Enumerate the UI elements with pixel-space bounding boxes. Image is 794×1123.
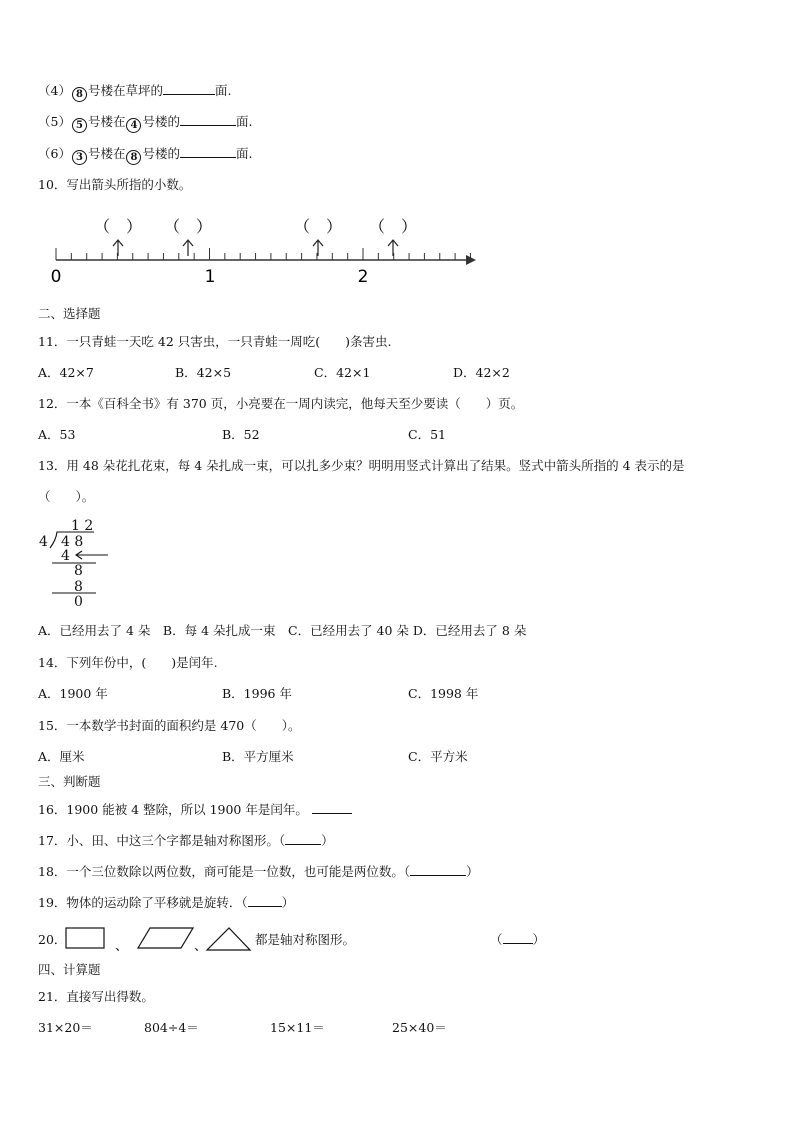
paren-open: （ (490, 932, 503, 947)
arrow-1 (113, 240, 123, 256)
q15-option-b[interactable]: B．平方厘米 (222, 749, 294, 764)
q18-line (38, 863, 479, 881)
q12-option-b[interactable]: B．52 (222, 427, 260, 442)
arrow-3 (313, 240, 323, 256)
q20-number: 20． (38, 932, 67, 947)
q12-option-c[interactable]: C．51 (408, 427, 446, 442)
question-text: 号楼的 (142, 114, 180, 129)
answer-paren-3[interactable]: （ ） (293, 217, 343, 236)
q13-text: 13．用 48 朵花扎花束，每 4 朵扎成一束，可以扎多少束？明明用竖式计算出了结果。竖式中箭头所指的 4 表示的是 (38, 458, 685, 473)
division-step-2: 8 (74, 563, 83, 579)
question-text: 号楼在 (87, 146, 126, 161)
line-q9-5 (38, 113, 252, 133)
building-number-badge: 3 (72, 150, 87, 165)
paren-close: ） (532, 932, 546, 947)
answer-blank[interactable] (410, 863, 466, 876)
calc-item[interactable]: 31×20＝ (38, 1020, 93, 1035)
q21-text: 21．直接写出得数。 (38, 989, 154, 1004)
calc-item[interactable]: 804÷4＝ (144, 1020, 199, 1035)
q20-answer (490, 931, 545, 949)
tick-label-0: 0 (50, 267, 62, 287)
tick-label-1: 1 (204, 267, 216, 287)
answer-blank[interactable] (163, 82, 215, 95)
q14-option-a[interactable]: A．1900 年 (38, 686, 108, 701)
q14-text: 14．下列年份中，( )是闰年. (38, 655, 218, 670)
building-number-badge: 8 (72, 87, 87, 102)
answer-blank[interactable] (503, 931, 533, 944)
q14-option-b[interactable]: B．1996 年 (222, 686, 292, 701)
axis-arrowhead (466, 255, 476, 265)
q13-options[interactable]: A．已经用去了 4 朵 B．每 4 朵扎成一束 C．已经用去了 40 朵 D．已经用去了 8 朵 (38, 623, 527, 638)
q12-option-a[interactable]: A．53 (38, 427, 76, 442)
answer-blank[interactable] (248, 894, 282, 907)
answer-blank[interactable] (180, 113, 236, 126)
q17-line (38, 832, 334, 850)
q15-option-c[interactable]: C．平方米 (408, 749, 468, 764)
line-q9-6 (38, 145, 252, 165)
division-remainder: 0 (74, 594, 83, 610)
q11-option-d[interactable]: D．42×2 (453, 365, 510, 380)
answer-blank[interactable] (312, 801, 352, 814)
section-heading: 三、判断题 (38, 774, 101, 789)
q13-text-cont: （ ）。 (38, 489, 95, 504)
triangle-icon (207, 928, 250, 950)
paren-close: ） (321, 833, 334, 848)
division-divisor: 4 (39, 534, 48, 550)
rectangle-icon (66, 928, 104, 948)
number-line-figure (40, 210, 490, 290)
item-number: （4） (38, 83, 71, 98)
division-step-1: 4 (61, 548, 70, 564)
building-number-badge: 8 (126, 150, 141, 165)
q15-text: 15．一本数学书封面的面积约是 470（ ）。 (38, 718, 301, 733)
q14-option-c[interactable]: C．1998 年 (408, 686, 479, 701)
tick-label-2: 2 (357, 267, 369, 287)
q12-text: 12．一本《百科全书》有 370 页，小亮要在一周内读完，他每天至少要读（ ）页。 (38, 396, 524, 411)
q11-option-c[interactable]: C．42×1 (314, 365, 371, 380)
q20-text: 都是轴对称图形。 (255, 932, 356, 947)
q19-text: 19．物体的运动除了平移就是旋转．（ (38, 895, 248, 910)
paren-close: ） (466, 864, 479, 879)
building-number-badge: 5 (72, 118, 87, 133)
q17-text: 17．小、田、中这三个字都是轴对称图形。（ (38, 833, 286, 848)
q16-text: 16．1900 能被 4 整除，所以 1900 年是闰年。 (38, 802, 308, 817)
parallelogram-icon (138, 928, 193, 948)
answer-blank[interactable] (285, 832, 321, 845)
separator: 、 (194, 939, 208, 952)
section-heading: 四、计算题 (38, 962, 101, 977)
line-q9-4 (38, 82, 231, 102)
q10-text: 10．写出箭头所指的小数。 (38, 177, 192, 192)
long-division-figure (36, 515, 116, 613)
q11-text: 11．一只青蛙一天吃 42 只害虫，一只青蛙一周吃( )条害虫. (38, 334, 392, 349)
q19-line (38, 894, 294, 912)
question-text: 号楼的 (142, 146, 180, 161)
q15-option-a[interactable]: A．厘米 (38, 749, 85, 764)
separator: 、 (115, 939, 129, 952)
answer-paren-2[interactable]: （ ） (163, 217, 213, 236)
answer-paren-1[interactable]: （ ） (93, 217, 143, 236)
paren-close: ） (281, 895, 295, 910)
question-text: 号楼在 (87, 114, 126, 129)
answer-paren-4[interactable]: （ ） (368, 217, 418, 236)
q11-option-a[interactable]: A．42×7 (38, 365, 94, 380)
building-number-badge: 4 (126, 118, 141, 133)
q11-option-b[interactable]: B．42×5 (175, 365, 232, 380)
q18-text: 18．一个三位数除以两位数，商可能是一位数，也可能是两位数。（ (38, 864, 411, 879)
item-number: （6） (38, 146, 71, 161)
question-text: 号楼在草坪的 (87, 83, 163, 98)
calc-item[interactable]: 15×11＝ (270, 1020, 325, 1035)
answer-blank[interactable] (180, 145, 236, 158)
question-text-end: 面. (235, 146, 253, 161)
q16-line (38, 801, 352, 819)
division-step-3: 8 (74, 579, 83, 595)
section-heading: 二、选择题 (38, 306, 101, 321)
question-text-end: 面. (214, 83, 232, 98)
arrow-2 (183, 240, 193, 256)
calc-item[interactable]: 25×40＝ (392, 1020, 447, 1035)
item-number: （5） (38, 114, 71, 129)
q20-shapes (64, 926, 254, 952)
division-quotient: 1 2 (71, 518, 94, 534)
division-dividend: 4 8 (61, 534, 84, 550)
question-text-end: 面. (235, 114, 253, 129)
arrow-4 (388, 240, 398, 256)
